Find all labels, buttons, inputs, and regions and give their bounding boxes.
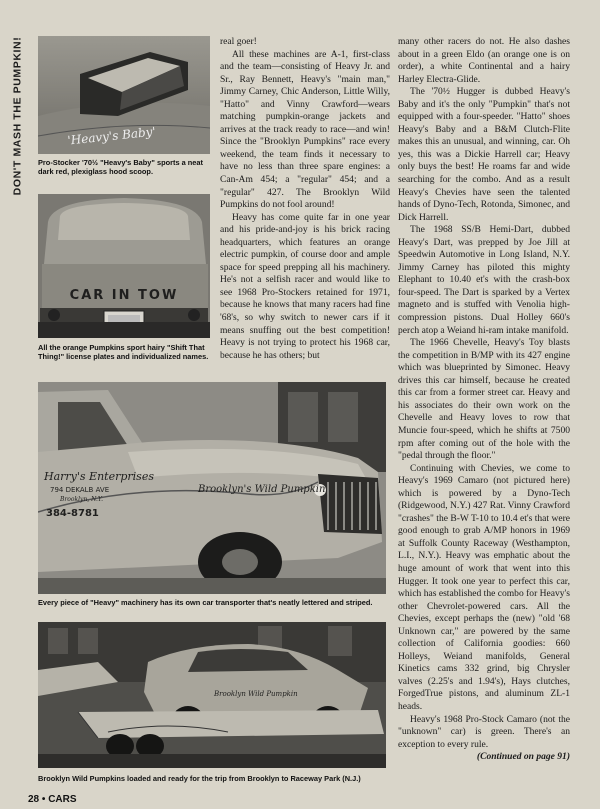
text-column-middle bbox=[220, 36, 390, 376]
paragraph: Continuing with Chevies, we come to Heavy's 1969 Camaro (not pictured here) which is powered by a Dyno-Tech (Ridgewood, N.Y.) 427 Rat. Vinny Crawford "crashes" the B-W T-10 to 10.4 et's that were good enough to grab A/MP honors in 1969 at Suffolk County Raceway (Westhampton, L.I., N.Y.). Heavy was emphatic about the huge amount of work that went into this Hugger. It took one year to perfect this car, which has established the combo for Heavy's other Chevrolet-powered cars. All the Chevies, except perhaps the (new) "old '68 Unknown car," are powered by the same collection of California goodies: 660 Holleys, Weiand manifolds, General Kinetics cams 332 grind, big Chrysler valves (2.25's and 1.94's), Hays clutches, ForgedTrue pistons, and aluminum ZL-1 heads. bbox=[398, 462, 570, 712]
side-title-text: DON'T MASH THE PUMPKIN! bbox=[11, 36, 24, 196]
photo-text-truck-script: Brooklyn's Wild Pumpkin bbox=[198, 484, 326, 495]
magazine-name: CARS bbox=[48, 794, 77, 805]
photo-transporter-truck bbox=[38, 382, 386, 594]
text-column-right bbox=[398, 36, 570, 786]
photo-text-truck-company: Harry's Enterprises bbox=[44, 470, 154, 483]
paragraph: real goer! bbox=[220, 36, 257, 47]
photo-text-truck-city: Brooklyn, N.Y. bbox=[60, 496, 103, 503]
page-footer bbox=[28, 794, 77, 805]
paragraph: many other racers do not. He also dashes about in a green Eldo (an orange one is on order), a white Continental and a hairy Harley Electra-Glide. bbox=[398, 36, 570, 85]
page-number: 28 bbox=[28, 794, 40, 805]
photo-text-car-in-tow: CAR IN TOW bbox=[69, 288, 179, 303]
paragraph: The '70½ Hugger is dubbed Heavy's Baby and it's the only "Pumpkin" that's not equipped with a four-speeder. "Hatto" shoes Heavy's Baby and a B&M Clutch-Flite makes this an unusual, and winning, car. Oh yes, this was a Dickie Harrell car; Heavy only buys the best! He roams far and wide searching for the combo. And as a result Heavy's Chevies have seen the talented hands of Dyno-Tech, Rotonda, Simonec, and Dick Harrell. bbox=[398, 86, 570, 223]
caption-photo3: Every piece of "Heavy" machinery has its own car transporter that's neatly lettered and striped. bbox=[38, 598, 373, 607]
continued-note: (Continued on page 91) bbox=[476, 751, 570, 763]
photo-text-trailer-script: Brooklyn Wild Pumpkin bbox=[214, 690, 298, 698]
paragraph: Heavy's 1968 Pro-Stock Camaro (not the "unknown" car) is green. There's an exception to every rule. bbox=[398, 713, 570, 750]
paragraph: The 1968 SS/B Hemi-Dart, dubbed Heavy's Dart, was prepped by Joe Jill at Speedwin Automotive in Long Island, N.Y. Jimmy Carney has piloted this mighty Elephant to 10.40 et's with the crash-box four-speed. The Dart is sparked by a Vertex magneto and is stuffed with Venolia high-compression pistons. Dual Holley 660's perch atop a Weiand hi-ram intake manifold. bbox=[398, 224, 570, 336]
photo-hood-scoop bbox=[38, 36, 210, 154]
paragraph: Heavy has come quite far in one year and his pride-and-joy is his brick racing headquarters, which features an orange electric pumpkin, of course door and ample space for speed prepping all his machinery. He's not a selfish racer and would like to see 1968 Pro-Stockers retained for 1971, because he knows that many racers had fine '68's, so why switch to newer cars if it means snuffing out the best competition! Heavy is not trying to protect his 1968 car, because he has others; but bbox=[220, 211, 390, 361]
photo-loaded-trailer bbox=[38, 622, 386, 768]
caption-photo4: Brooklyn Wild Pumpkins loaded and ready for the trip from Brooklyn to Raceway Park (N.J.) bbox=[38, 774, 361, 783]
caption-photo2: All the orange Pumpkins sport hairy "Shift That Thing!" license plates and individualized names. bbox=[38, 343, 209, 362]
paragraph: All these machines are A-1, first-class and the team—consisting of Heavy Jr. and Sr., Ray Bennett, Heavy's "main man," Jimmy Carney, Chic Anderson, Little Willy, "Hatto" and Vinny Crawford—wears matching pumpkin-orange jackets and arrives at the track ready to race—and win! Since the "Brooklyn Pumpkins" race every weekend, the team finds it necessary to have no less than three spare engines: a Can-Am 454; a "regular" 454; and a "regular" 427. The Brooklyn Wild Pumpkins do not fool around! bbox=[220, 48, 390, 211]
photo-text-truck-address: 794 DEKALB AVE bbox=[50, 486, 110, 494]
side-title bbox=[4, 36, 30, 196]
photo-text-truck-phone: 384-8781 bbox=[46, 508, 99, 519]
paragraph: The 1966 Chevelle, Heavy's Toy blasts the competition in B/MP with its 427 engine which was blueprinted by Simonec. Heavy drives this car himself, because he created this car from a former street car. Heavy and his associates do their own work on the Chevelle and Heavy loves to row that Muncie four-speed, which he shifts at 7500 rpm after coming out of the hole with the "pedal through the floor." bbox=[398, 337, 570, 462]
caption-photo1: Pro-Stocker '70½ "Heavy's Baby" sports a neat dark red, plexiglass hood scoop. bbox=[38, 158, 203, 177]
photo-text-heavys-baby: 'Heavy's Baby' bbox=[66, 124, 157, 148]
footer-bullet: • bbox=[41, 794, 46, 805]
photo-car-rear bbox=[38, 194, 210, 338]
